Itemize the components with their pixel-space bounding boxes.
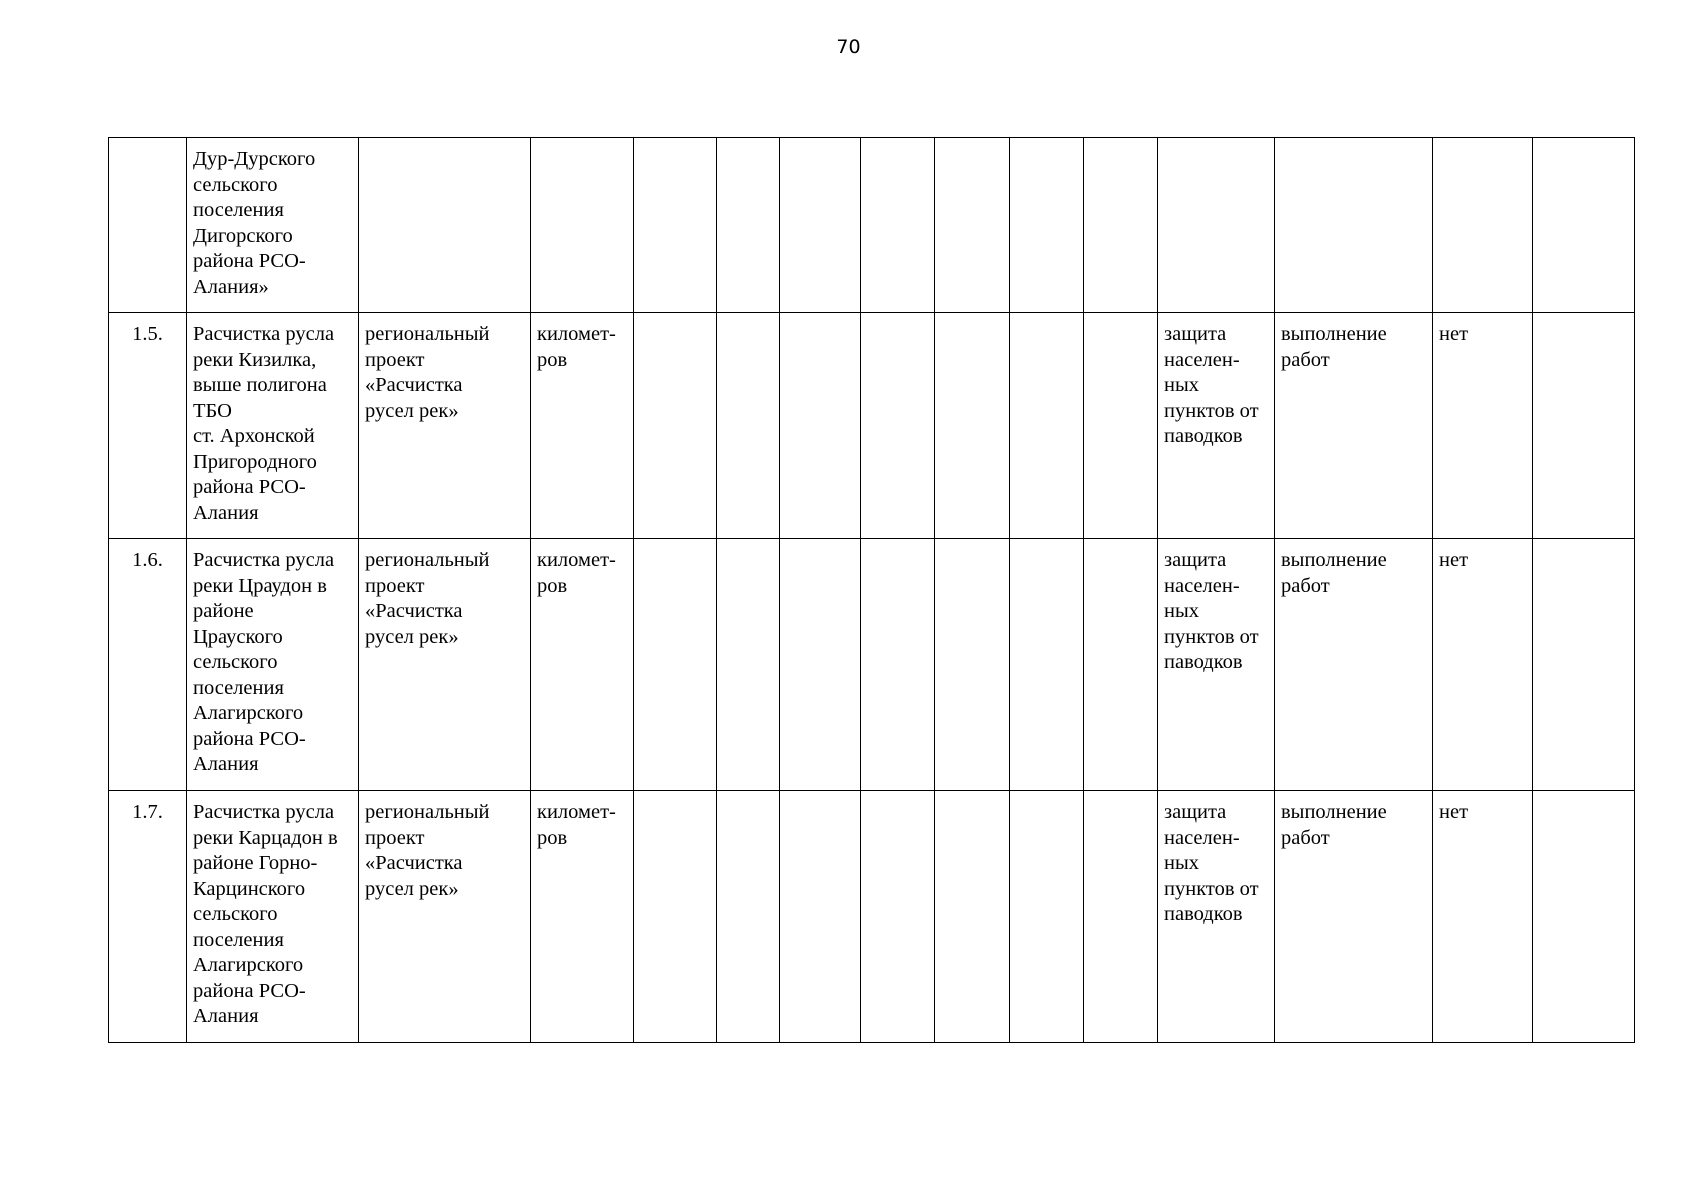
page-number: 70 xyxy=(836,36,861,58)
table-row xyxy=(109,313,1635,539)
event-name-text: Дур-Дурского сельского поселения Дигорского района РСО- Алания» xyxy=(193,148,316,298)
risk-cell xyxy=(1433,313,1533,539)
risk-cell xyxy=(1433,138,1533,313)
empty-cell xyxy=(780,313,861,539)
table-row xyxy=(109,138,1635,313)
empty-cell xyxy=(1010,791,1084,1043)
empty-cell xyxy=(861,539,935,791)
empty-cell xyxy=(1533,313,1635,539)
result-cell xyxy=(1275,138,1433,313)
empty-cell xyxy=(1010,138,1084,313)
project-text: региональный проект «Расчистка русел рек» xyxy=(365,323,490,422)
result-text: выполнение работ xyxy=(1281,323,1387,371)
event-name-cell xyxy=(187,539,359,791)
empty-cell xyxy=(1010,313,1084,539)
table-row xyxy=(109,539,1635,791)
unit-text: километ- ров xyxy=(537,801,616,849)
empty-cell xyxy=(935,313,1010,539)
row-number-cell: 1.5. xyxy=(109,313,187,539)
empty-cell xyxy=(634,791,717,1043)
result-cell xyxy=(1275,313,1433,539)
project-cell xyxy=(359,138,531,313)
empty-cell xyxy=(1084,539,1158,791)
risk-cell xyxy=(1433,539,1533,791)
result-cell xyxy=(1275,539,1433,791)
empty-cell xyxy=(717,138,780,313)
event-name-cell xyxy=(187,138,359,313)
goal-cell xyxy=(1158,539,1275,791)
goal-text: защита населен- ных пунктов от паводков xyxy=(1164,549,1259,673)
measures-table xyxy=(108,137,1635,1043)
empty-cell xyxy=(780,791,861,1043)
risk-text: нет xyxy=(1439,801,1469,823)
project-cell xyxy=(359,791,531,1043)
row-number-cell: 1.6. xyxy=(109,539,187,791)
goal-cell xyxy=(1158,313,1275,539)
empty-cell xyxy=(935,138,1010,313)
event-name-text: Расчистка русла реки Кизилка, выше полигона ТБО ст. Архонской Пригородного района РСО- Алания xyxy=(193,323,335,524)
result-text: выполнение работ xyxy=(1281,549,1387,597)
risk-cell xyxy=(1433,791,1533,1043)
project-text: региональный проект «Расчистка русел рек» xyxy=(365,549,490,648)
empty-cell xyxy=(717,791,780,1043)
project-cell xyxy=(359,539,531,791)
event-name-cell xyxy=(187,791,359,1043)
unit-cell xyxy=(531,791,634,1043)
goal-cell xyxy=(1158,791,1275,1043)
unit-cell xyxy=(531,539,634,791)
empty-cell xyxy=(1084,138,1158,313)
goal-text: защита населен- ных пунктов от паводков xyxy=(1164,323,1259,447)
empty-cell xyxy=(861,138,935,313)
result-text: выполнение работ xyxy=(1281,801,1387,849)
empty-cell xyxy=(717,313,780,539)
project-text: региональный проект «Расчистка русел рек» xyxy=(365,801,490,900)
risk-text: нет xyxy=(1439,549,1469,571)
goal-cell xyxy=(1158,138,1275,313)
unit-text: километ- ров xyxy=(537,323,616,371)
empty-cell xyxy=(1533,138,1635,313)
empty-cell xyxy=(717,539,780,791)
unit-cell xyxy=(531,313,634,539)
empty-cell xyxy=(935,539,1010,791)
empty-cell xyxy=(1533,539,1635,791)
event-name-text: Расчистка русла реки Карцадон в районе Горно- Карцинского сельского поселения Алагирского района РСО- Алания xyxy=(193,801,338,1027)
empty-cell xyxy=(1084,791,1158,1043)
empty-cell xyxy=(634,138,717,313)
row-number-cell xyxy=(109,138,187,313)
unit-cell xyxy=(531,138,634,313)
empty-cell xyxy=(1010,539,1084,791)
empty-cell xyxy=(1533,791,1635,1043)
event-name-cell xyxy=(187,313,359,539)
empty-cell xyxy=(780,539,861,791)
risk-text: нет xyxy=(1439,323,1469,345)
empty-cell xyxy=(1084,313,1158,539)
goal-text: защита населен- ных пунктов от паводков xyxy=(1164,801,1259,925)
empty-cell xyxy=(634,539,717,791)
empty-cell xyxy=(935,791,1010,1043)
project-cell xyxy=(359,313,531,539)
empty-cell xyxy=(780,138,861,313)
empty-cell xyxy=(861,313,935,539)
unit-text: километ- ров xyxy=(537,549,616,597)
empty-cell xyxy=(634,313,717,539)
row-number-cell: 1.7. xyxy=(109,791,187,1043)
result-cell xyxy=(1275,791,1433,1043)
empty-cell xyxy=(861,791,935,1043)
event-name-text: Расчистка русла реки Цраудон в районе Црауского сельского поселения Алагирского района РСО- Алания xyxy=(193,549,335,775)
table-row xyxy=(109,791,1635,1043)
